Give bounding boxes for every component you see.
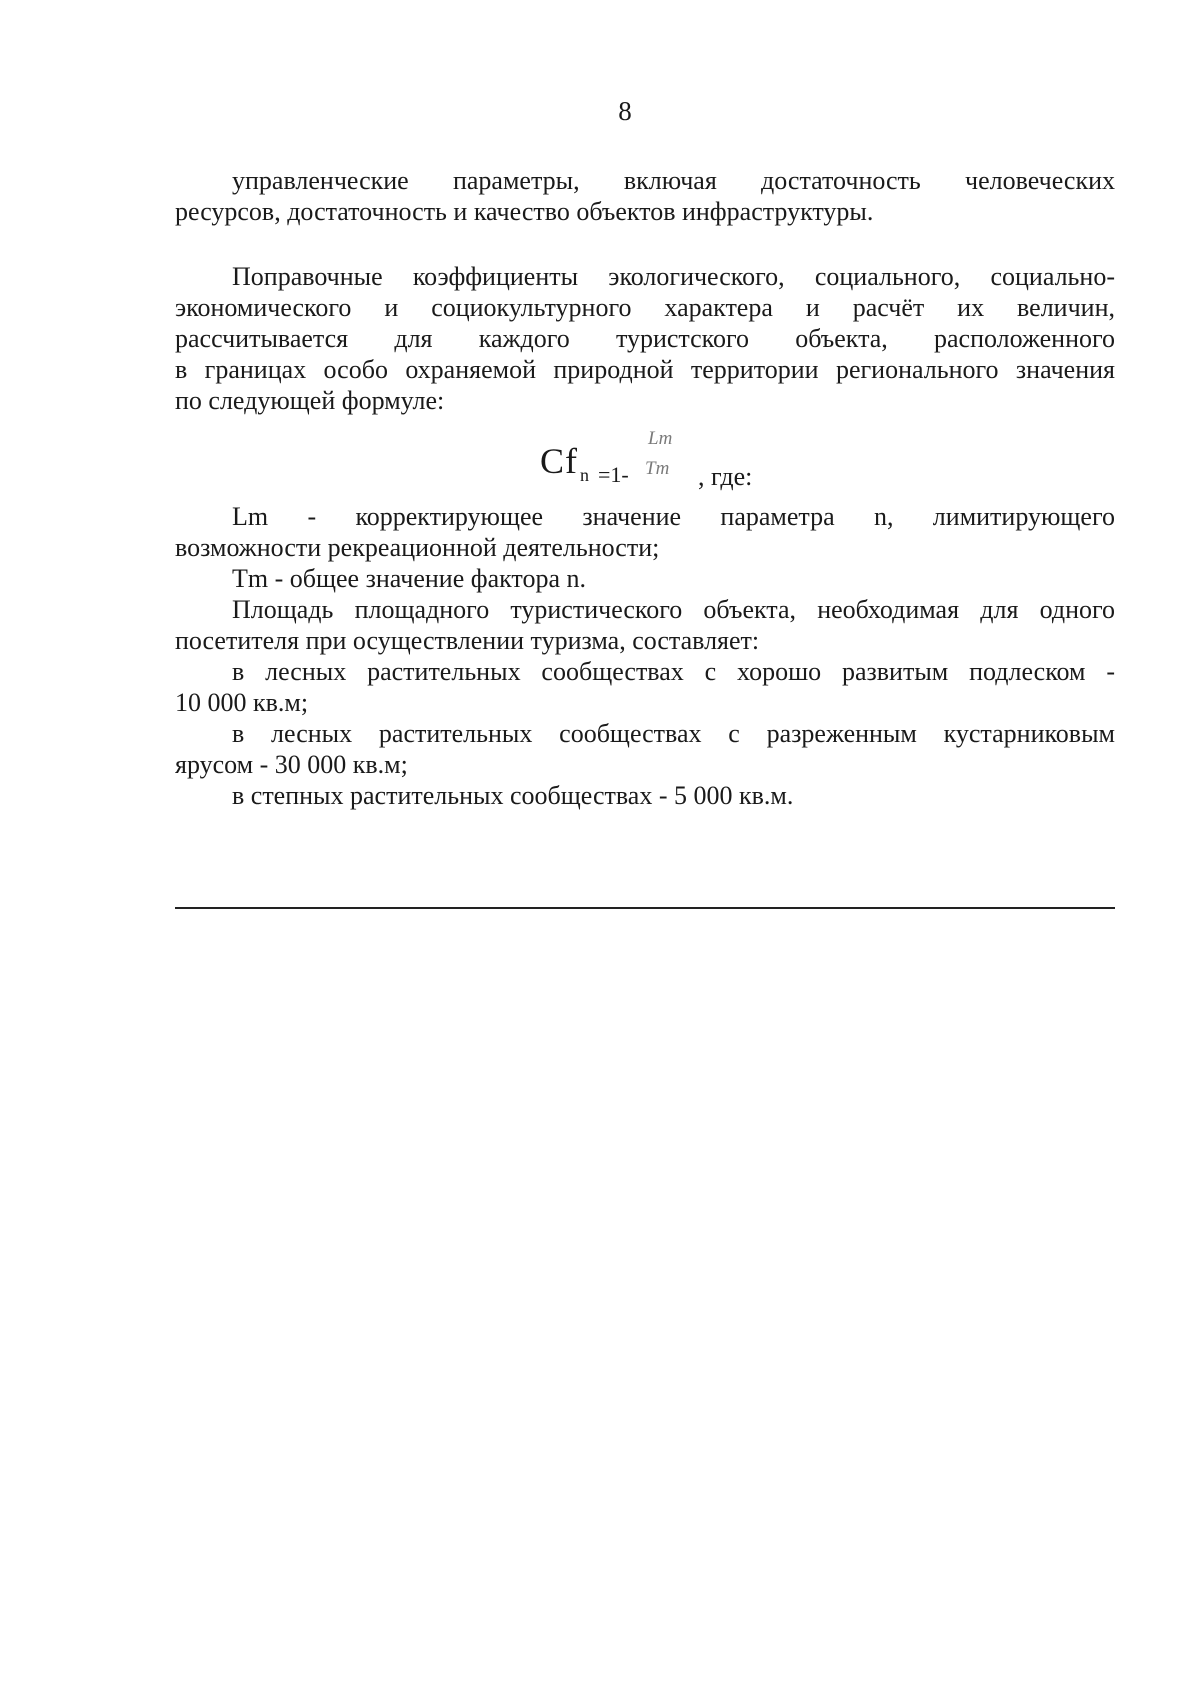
- end-rule-divider: [175, 907, 1115, 909]
- paragraph-line: Поправочные коэффициенты экологического, социального, социально-: [232, 262, 1115, 291]
- area-intro-line: Площадь площадного туристического объекта, необходимая для одного: [232, 595, 1115, 624]
- definition-tm: Tm - общее значение фактора n.: [232, 564, 586, 593]
- area-norm-line: в степных растительных сообществах - 5 000 кв.м.: [232, 781, 794, 810]
- paragraph-management-params: [175, 165, 1115, 227]
- paragraph-line: рассчитывается для каждого туристского объекта, расположенного: [175, 324, 1115, 353]
- area-intro-line: посетителя при осуществлении туризма, составляет:: [175, 626, 760, 655]
- formula-one-minus: =1-: [598, 462, 629, 487]
- definitions-and-area-norms: [175, 501, 1115, 811]
- paragraph-line: по следующей формуле:: [175, 386, 445, 415]
- paragraph-line: управленческие параметры, включая достаточность человеческих: [232, 166, 1115, 195]
- definition-lm-line: возможности рекреационной деятельности;: [175, 533, 660, 562]
- page-number: 8: [618, 96, 632, 126]
- area-norm-line: 10 000 кв.м;: [175, 688, 309, 717]
- area-norm-line: в лесных растительных сообществах с хорошо развитым подлеском -: [232, 657, 1115, 686]
- area-norm-line: в лесных растительных сообществах с разреженным кустарниковым: [232, 719, 1115, 748]
- formula-where: , где:: [698, 462, 753, 491]
- definition-lm-line: Lm - корректирующее значение параметра n, лимитирующего: [232, 502, 1115, 531]
- formula-lhs: Cf: [540, 441, 578, 481]
- coefficient-formula: [540, 428, 800, 498]
- paragraph-line: ресурсов, достаточность и качество объектов инфраструктуры.: [175, 197, 874, 226]
- paragraph-line: в границах особо охраняемой природной территории регионального значения: [175, 355, 1115, 384]
- paragraph-line: экономического и социокультурного характера и расчёт их величин,: [175, 293, 1115, 322]
- area-norm-line: ярусом - 30 000 кв.м;: [175, 750, 408, 779]
- formula-subscript: n: [580, 465, 589, 485]
- formula-denominator: Tm: [645, 458, 670, 479]
- formula-numerator: Lm: [648, 428, 673, 449]
- paragraph-correction-coefficients: [175, 261, 1115, 416]
